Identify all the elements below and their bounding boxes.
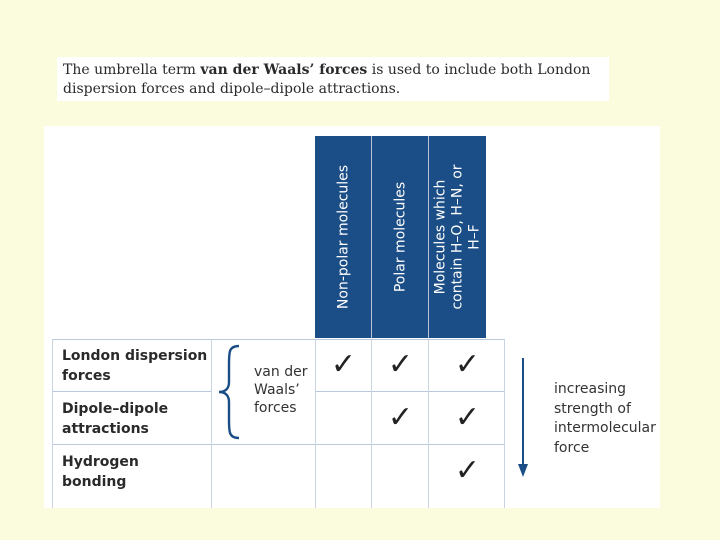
table-rule <box>52 339 53 508</box>
check-icon: ✓ <box>454 453 481 488</box>
row-label-london: London dispersion forces <box>62 348 208 384</box>
arrow-label: increasing strength of intermolecular force <box>554 381 656 456</box>
check-icon: ✓ <box>454 400 481 435</box>
column-header-polar <box>372 136 429 338</box>
row-label-dipole: Dipole–dipole attractions <box>62 401 169 437</box>
table-rule <box>211 339 212 508</box>
table-rule <box>52 444 504 445</box>
caption-suffix: is used to include both London dispersion forces and dipole–dipole attractions. <box>63 62 591 97</box>
forces-table <box>44 126 660 508</box>
down-arrow-icon <box>514 358 532 478</box>
column-header-nonpolar <box>315 136 372 338</box>
caption-prefix: The umbrella term <box>63 62 201 78</box>
column-header-hbond-molecules <box>429 136 486 338</box>
header-divider <box>371 136 372 338</box>
column-header-polar-label: Polar molecules <box>392 181 408 293</box>
table-rule <box>52 339 504 340</box>
header-divider <box>428 136 429 338</box>
table-rule <box>504 339 505 508</box>
caption-bold-term: van der Waals’ forces <box>200 62 368 78</box>
table-rule <box>315 391 504 392</box>
column-header-nonpolar-label: Non-polar molecules <box>335 164 351 310</box>
table-rule <box>52 391 212 392</box>
van-der-waals-label: van der Waals’ forces <box>254 364 308 416</box>
column-header-hbond-label: Molecules which contain H–O, H–N, or H–F <box>432 164 482 310</box>
caption-box <box>57 57 609 101</box>
check-icon: ✓ <box>454 347 481 382</box>
check-icon: ✓ <box>387 400 414 435</box>
curly-brace-icon <box>215 344 245 440</box>
row-label-hydrogen: Hydrogen bonding <box>62 454 139 490</box>
check-icon: ✓ <box>387 347 414 382</box>
check-icon: ✓ <box>330 347 357 382</box>
